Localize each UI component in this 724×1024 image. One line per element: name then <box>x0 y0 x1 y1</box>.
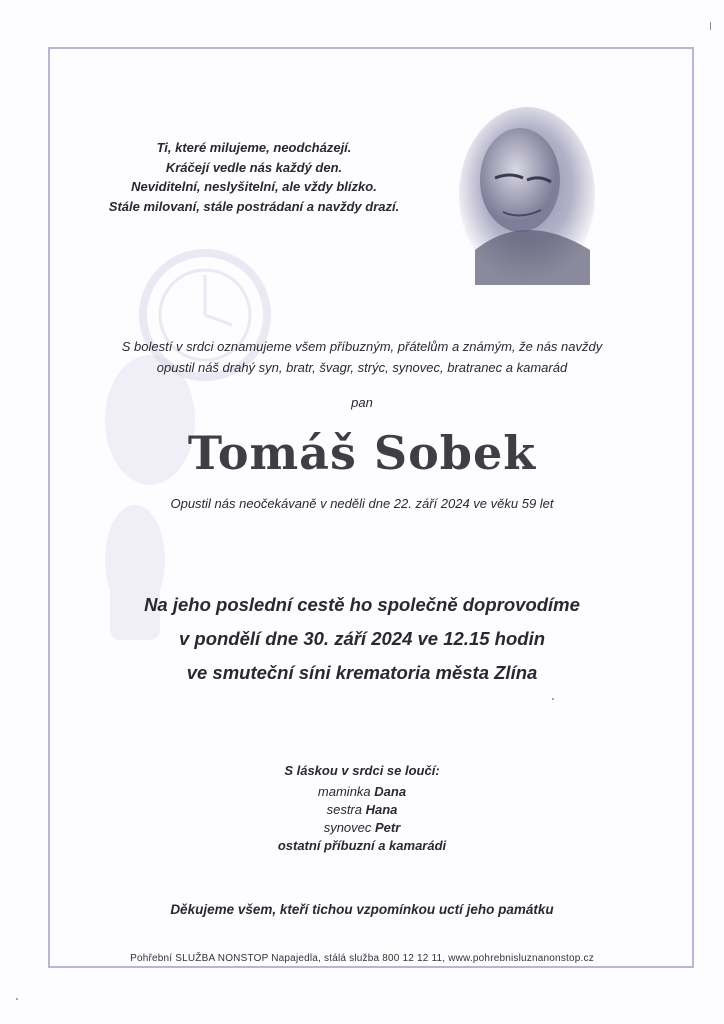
announcement-intro <box>0 336 724 378</box>
person-name: Hana <box>365 802 398 817</box>
person-name: Dana <box>374 784 407 799</box>
funeral-line: Na jeho poslední cestě ho společně doprovodíme <box>144 594 580 615</box>
farewell-others: ostatní příbuzní a kamarádi <box>277 838 447 853</box>
memorial-poem <box>104 138 404 216</box>
person-role: sestra <box>326 802 366 817</box>
deceased-name: Tomáš Sobek <box>187 426 537 480</box>
funeral-service-footer: Pohřební SLUŽBA NONSTOP Napajedla, stálá služba 800 12 12 11, www.pohrebnisluznanonstop.cz <box>130 953 594 964</box>
farewell-heading: S láskou v srdci se loučí: <box>284 763 440 778</box>
person-name: Petr <box>375 820 401 835</box>
death-date-line: Opustil nás neočekávaně v neděli dne 22. září 2024 ve věku 59 let <box>170 496 554 511</box>
farewell-list <box>0 762 724 855</box>
funeral-details <box>0 588 724 690</box>
scan-speck <box>16 998 18 1000</box>
thanks-line: Děkujeme všem, kteří tichou vzpomínkou uctí jeho památku <box>170 902 554 917</box>
farewell-person <box>0 819 724 837</box>
poem-line: Kráčejí vedle nás každý den. <box>165 159 343 175</box>
funeral-line: v pondělí dne 30. září 2024 ve 12.15 hodin <box>178 628 546 649</box>
scan-mark <box>710 22 711 30</box>
honorific: pan <box>351 395 373 410</box>
intro-line: opustil náš drahý syn, bratr, švagr, strýc, synovec, bratranec a kamarád <box>156 360 568 375</box>
funeral-line: ve smuteční síni krematoria města Zlína <box>186 662 538 683</box>
person-role: maminka <box>317 784 375 799</box>
portrait-photo <box>455 100 595 285</box>
poem-line: Ti, které milujeme, neodcházejí. <box>156 140 352 155</box>
person-role: synovec <box>323 820 375 835</box>
farewell-person <box>0 801 724 819</box>
poem-line: Stále milovaní, stále postrádaní a navždy drazí. <box>108 198 400 214</box>
farewell-person <box>0 783 724 801</box>
intro-line: S bolestí v srdci oznamujeme všem příbuzným, přátelům a známým, že nás navždy <box>121 339 603 354</box>
poem-line: Neviditelní, neslyšitelní, ale vždy blízko. <box>131 179 377 194</box>
scan-speck <box>552 698 554 700</box>
